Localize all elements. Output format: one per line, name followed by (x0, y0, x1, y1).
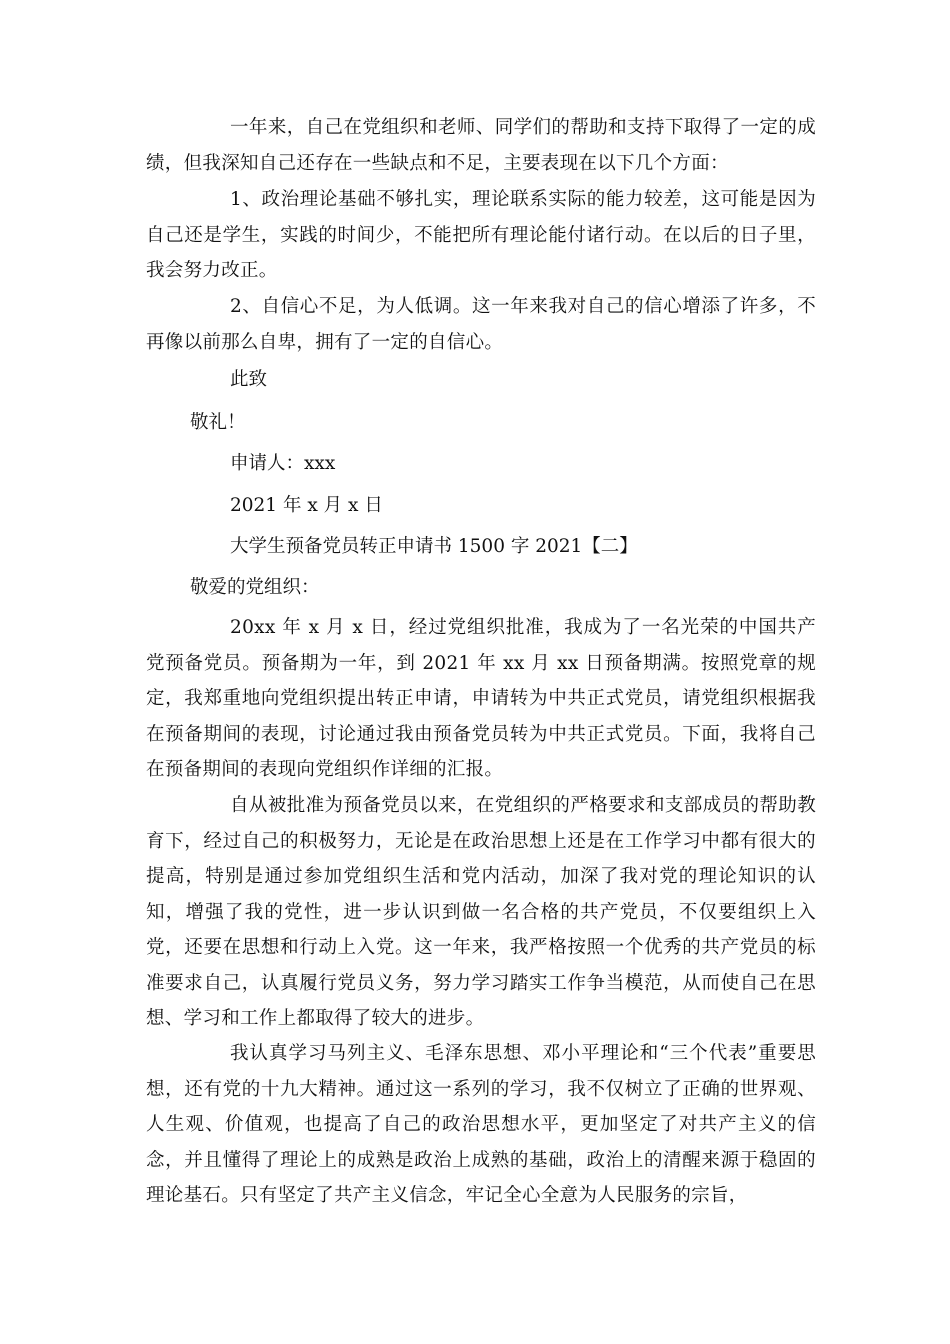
greeting-line: 敬爱的党组织： (190, 577, 320, 598)
body-paragraph-2: 自从被批准为预备党员以来，在党组织的严格要求和支部成员的帮助教育下，经过自己的积极努力，无论是在政治思想上还是在工作学习中都有很大的提高，特别是通过参加党组织生活和党内活动，加深了我对党的理论知识的认知，增强了我的党性，进一步认识到做一名合格的共产党员，不仅要组织上入党，还要在思想和行动上入党。这一年来，我严格按照一个优秀的共产党员的标准要求自己，认真履行党员义务，努力学习踏实工作争当模范，从而使自己在思想、学习和工作上都取得了较大的进步。 (146, 795, 816, 1029)
body-paragraph-1: 20xx 年 x 月 x 日，经过党组织批准，我成为了一名光荣的中国共产党预备党员。预备期为一年，到 2021 年 xx 月 xx 日预备期满。按照党章的规定，我郑重地向党组织提出转正申请，申请转为中共正式党员，请党组织根据我在预备期间的表现，讨论通过我由预备党员转为中共正式党员。下面，我将自己在预备期间的表现向党组织作详细的汇报。 (146, 617, 816, 780)
paragraph-summary: 一年来，自己在党组织和老师、同学们的帮助和支持下取得了一定的成绩，但我深知自己还存在一些缺点和不足，主要表现在以下几个方面： (146, 117, 816, 174)
closing-line: 此致 (230, 369, 268, 390)
date-line: 2021 年 x 月 x 日 (230, 495, 383, 516)
paragraph-point-1: 1、政治理论基础不够扎实，理论联系实际的能力较差，这可能是因为自己还是学生，实践的时间少，不能把所有理论能付诸行动。在以后的日子里，我会努力改正。 (146, 189, 816, 281)
section-title: 大学生预备党员转正申请书 1500 字 2021【二】 (230, 536, 638, 557)
paragraph-point-2: 2、自信心不足，为人低调。这一年来我对自己的信心增添了许多，不再像以前那么自卑，拥有了一定的自信心。 (146, 296, 816, 353)
salute-line: 敬礼！ (190, 412, 246, 433)
applicant-line: 申请人：xxx (230, 453, 336, 474)
body-paragraph-3: 我认真学习马列主义、毛泽东思想、邓小平理论和“三个代表”重要思想，还有党的十九大精神。通过这一系列的学习，我不仅树立了正确的世界观、人生观、价值观，也提高了自己的政治思想水平，更加坚定了对共产主义的信念，并且懂得了理论上的成熟是政治上成熟的基础，政治上的清醒来源于稳固的理论基石。只有坚定了共产主义信念，牢记全心全意为人民服务的宗旨， (146, 1043, 816, 1206)
